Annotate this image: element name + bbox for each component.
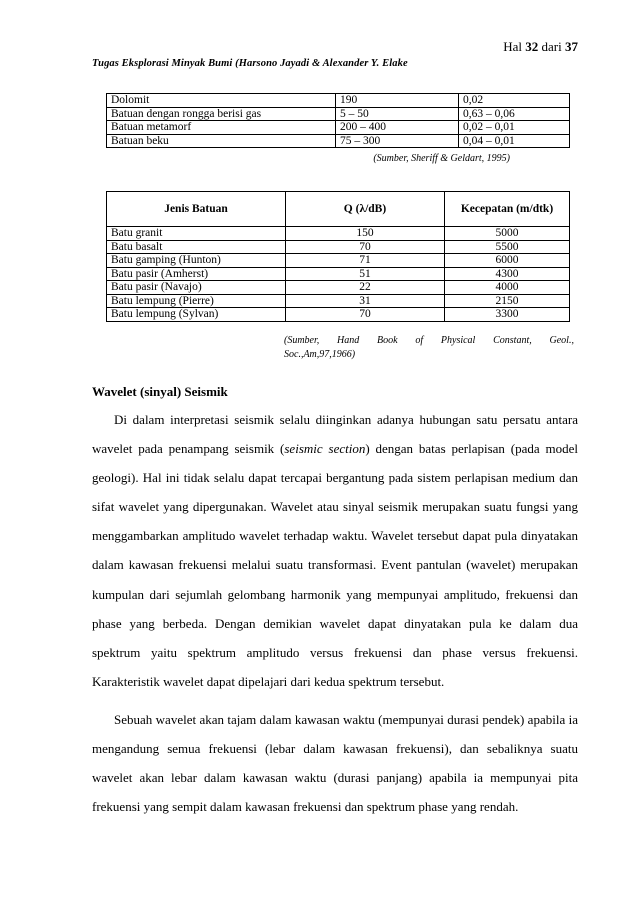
table-row — [107, 254, 570, 268]
table-cell: Batuan metamorf — [107, 121, 336, 135]
table-cell: 70 — [286, 240, 445, 254]
table-cell: 3300 — [445, 308, 570, 322]
table-row — [107, 227, 570, 241]
paragraph-italic-term: seismic section — [284, 441, 366, 457]
page-mid: dari — [541, 39, 562, 54]
table-row — [107, 107, 570, 121]
table-cell: 5500 — [445, 240, 570, 254]
table-cell: Batu pasir (Navajo) — [107, 281, 286, 295]
table-cell: 51 — [286, 267, 445, 281]
table-row — [107, 294, 570, 308]
running-title: Tugas Eksplorasi Minyak Bumi (Harsono Jayadi & Alexander Y. Elake — [92, 58, 408, 69]
page-number — [503, 39, 578, 55]
table-cell: Batu lempung (Pierre) — [107, 294, 286, 308]
table-cell: 5 – 50 — [336, 107, 459, 121]
page-prefix: Hal — [503, 39, 523, 54]
source-word: Physical — [440, 335, 476, 346]
paragraph-text: Di dalam interpretasi seismik selalu diinginkan adanya hubungan satu persatu antara wavelet pada penampang seismik ( — [92, 412, 578, 457]
table-cell: 2150 — [445, 294, 570, 308]
source-word: Hand — [337, 335, 360, 346]
table-row — [107, 134, 570, 148]
paragraph-2 — [92, 705, 578, 821]
source-word: Geol., — [549, 335, 574, 346]
table-cell: 0,02 — [459, 94, 570, 108]
table-cell: Dolomit — [107, 94, 336, 108]
table-row — [107, 121, 570, 135]
table-cell: Batu granit — [107, 227, 286, 241]
source-line-1 — [284, 334, 574, 348]
table1-source: (Sumber, Sheriff & Geldart, 1995) — [373, 153, 510, 164]
table-cell: 4300 — [445, 267, 570, 281]
table-cell: 190 — [336, 94, 459, 108]
table-cell: 31 — [286, 294, 445, 308]
table-cell: 4000 — [445, 281, 570, 295]
paragraph-text: ) dengan batas perlapisan (pada model geologi). Hal ini tidak selalu dapat tercapai bergantung pada sistem perlapisan medium dan sifat wavelet yang dipergunakan. Wavelet atau sinyal seismik merupakan suatu fungsi yang menggambarkan amplitudo wavelet terhadap waktu. Wavelet tersebut dapat pula dinyatakan dalam kawasan frekuensi melalui suatu transformasi. Event pantulan (wavelet) merupakan kumpulan dari sejumlah gelombang harmonik yang mempunyai amplitudo, frekuensi dan phase yang berbeda. Dengan demikian wavelet dapat dinyatakan pula ke dalam dua spektrum yaitu spektrum amplitudo versus frekuensi dan phase versus frekuensi. Karakteristik wavelet dapat dipelajari dari kedua spektrum tersebut. — [92, 441, 578, 689]
column-header: Kecepatan (m/dtk) — [445, 192, 570, 227]
table-cell: Batu basalt — [107, 240, 286, 254]
table-cell: Batuan dengan rongga berisi gas — [107, 107, 336, 121]
section-heading: Wavelet (sinyal) Seismik — [92, 384, 228, 399]
column-header: Q (λ/dB) — [286, 192, 445, 227]
table-cell: 6000 — [445, 254, 570, 268]
table-row — [107, 267, 570, 281]
table-row — [107, 281, 570, 295]
table-cell: 0,04 – 0,01 — [459, 134, 570, 148]
table-cell: 22 — [286, 281, 445, 295]
paragraph-1 — [92, 405, 578, 696]
table-cell: Batuan beku — [107, 134, 336, 148]
page-total: 37 — [565, 39, 578, 54]
column-header: Jenis Batuan — [107, 192, 286, 227]
table-row — [107, 94, 570, 108]
table-row — [107, 240, 570, 254]
table-row — [107, 308, 570, 322]
source-word: Book — [377, 335, 398, 346]
table-cell: 0,63 – 0,06 — [459, 107, 570, 121]
table-cell: 200 – 400 — [336, 121, 459, 135]
page-current: 32 — [525, 39, 539, 54]
table-cell: 150 — [286, 227, 445, 241]
table-cell: 5000 — [445, 227, 570, 241]
table-cell: 0,02 – 0,01 — [459, 121, 570, 135]
source-word: (Sumber, — [284, 335, 320, 346]
source-word: Constant, — [493, 335, 532, 346]
table-cell: Batu lempung (Sylvan) — [107, 308, 286, 322]
attenuation-table — [106, 93, 570, 148]
table-cell: 75 – 300 — [336, 134, 459, 148]
table-cell: 71 — [286, 254, 445, 268]
rock-velocity-table — [106, 191, 570, 322]
table-cell: 70 — [286, 308, 445, 322]
table2-source — [284, 334, 574, 362]
table-cell: Batu gamping (Hunton) — [107, 254, 286, 268]
table-header-row — [107, 192, 570, 227]
paragraph-text: Sebuah wavelet akan tajam dalam kawasan waktu (mempunyai durasi pendek) apabila ia mengandung semua frekuensi (lebar dalam kawasan frekuensi), dan sebaliknya suatu wavelet akan lebar dalam kawasan waktu (durasi panjang) apabila ia mempunyai pita frekuensi yang sempit dalam kawasan frekuensi dan spektrum phase yang rendah. — [92, 712, 578, 815]
table-cell: Batu pasir (Amherst) — [107, 267, 286, 281]
source-word: of — [415, 335, 424, 346]
source-line-2: Soc.,Am,97,1966) — [284, 349, 356, 360]
